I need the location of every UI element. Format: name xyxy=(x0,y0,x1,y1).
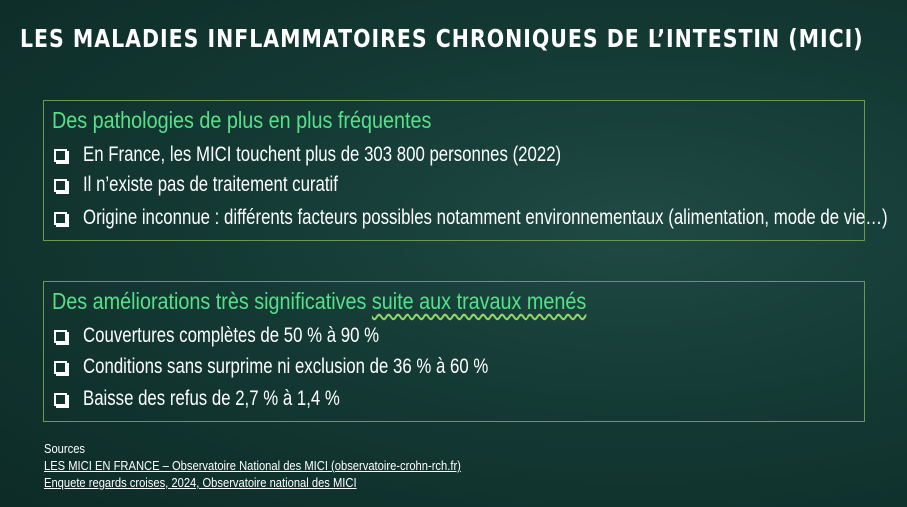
checkbox-icon xyxy=(54,393,67,406)
section-heading xyxy=(52,288,586,315)
list-item-text: Couvertures complètes de 50 % à 90 % xyxy=(83,324,380,347)
list-item-text: Il n’existe pas de traitement curatif xyxy=(83,173,338,196)
list-item xyxy=(54,385,404,413)
checkbox-icon xyxy=(54,149,67,162)
list-item xyxy=(54,204,907,232)
list-item-text: Baisse des refus de 2,7 % à 1,4 % xyxy=(83,387,340,410)
list-item xyxy=(54,141,681,169)
list-item xyxy=(54,171,402,199)
list-item-text: Conditions sans surprime ni exclusion de 36 % à 60 % xyxy=(83,355,489,378)
source-link-enquete[interactable]: Enquete regards croises, 2024, Observatoire national des MICI xyxy=(44,475,357,490)
heading-part: Des améliorations très significatives xyxy=(52,288,372,314)
checkbox-icon xyxy=(54,361,67,374)
section-frequency xyxy=(43,100,888,241)
sources-label: Sources xyxy=(44,441,86,456)
heading-part-spellcheck: suite aux travaux menés xyxy=(371,288,587,314)
section-improvements xyxy=(43,281,865,422)
list-item-text: En France, les MICI touchent plus de 303 800 personnes (2022) xyxy=(83,143,562,166)
slide-title: LES MALADIES INFLAMMATOIRES CHRONIQUES DE L’INTESTIN (MICI) xyxy=(20,24,864,53)
list-item xyxy=(54,353,590,381)
list-item-text: Origine inconnue : différents facteurs possibles notamment environnementaux (alimentation, mode de vie…) xyxy=(83,206,888,229)
source-link-mici-france[interactable]: LES MICI EN FRANCE – Observatoire National des MICI (observatoire-crohn-rch.fr) xyxy=(44,458,461,473)
list-item xyxy=(54,322,453,350)
checkbox-icon xyxy=(54,330,67,343)
checkbox-icon xyxy=(54,179,67,192)
section-heading: Des pathologies de plus en plus fréquentes xyxy=(52,107,432,133)
sources-block xyxy=(44,440,461,491)
checkbox-icon xyxy=(54,212,67,225)
